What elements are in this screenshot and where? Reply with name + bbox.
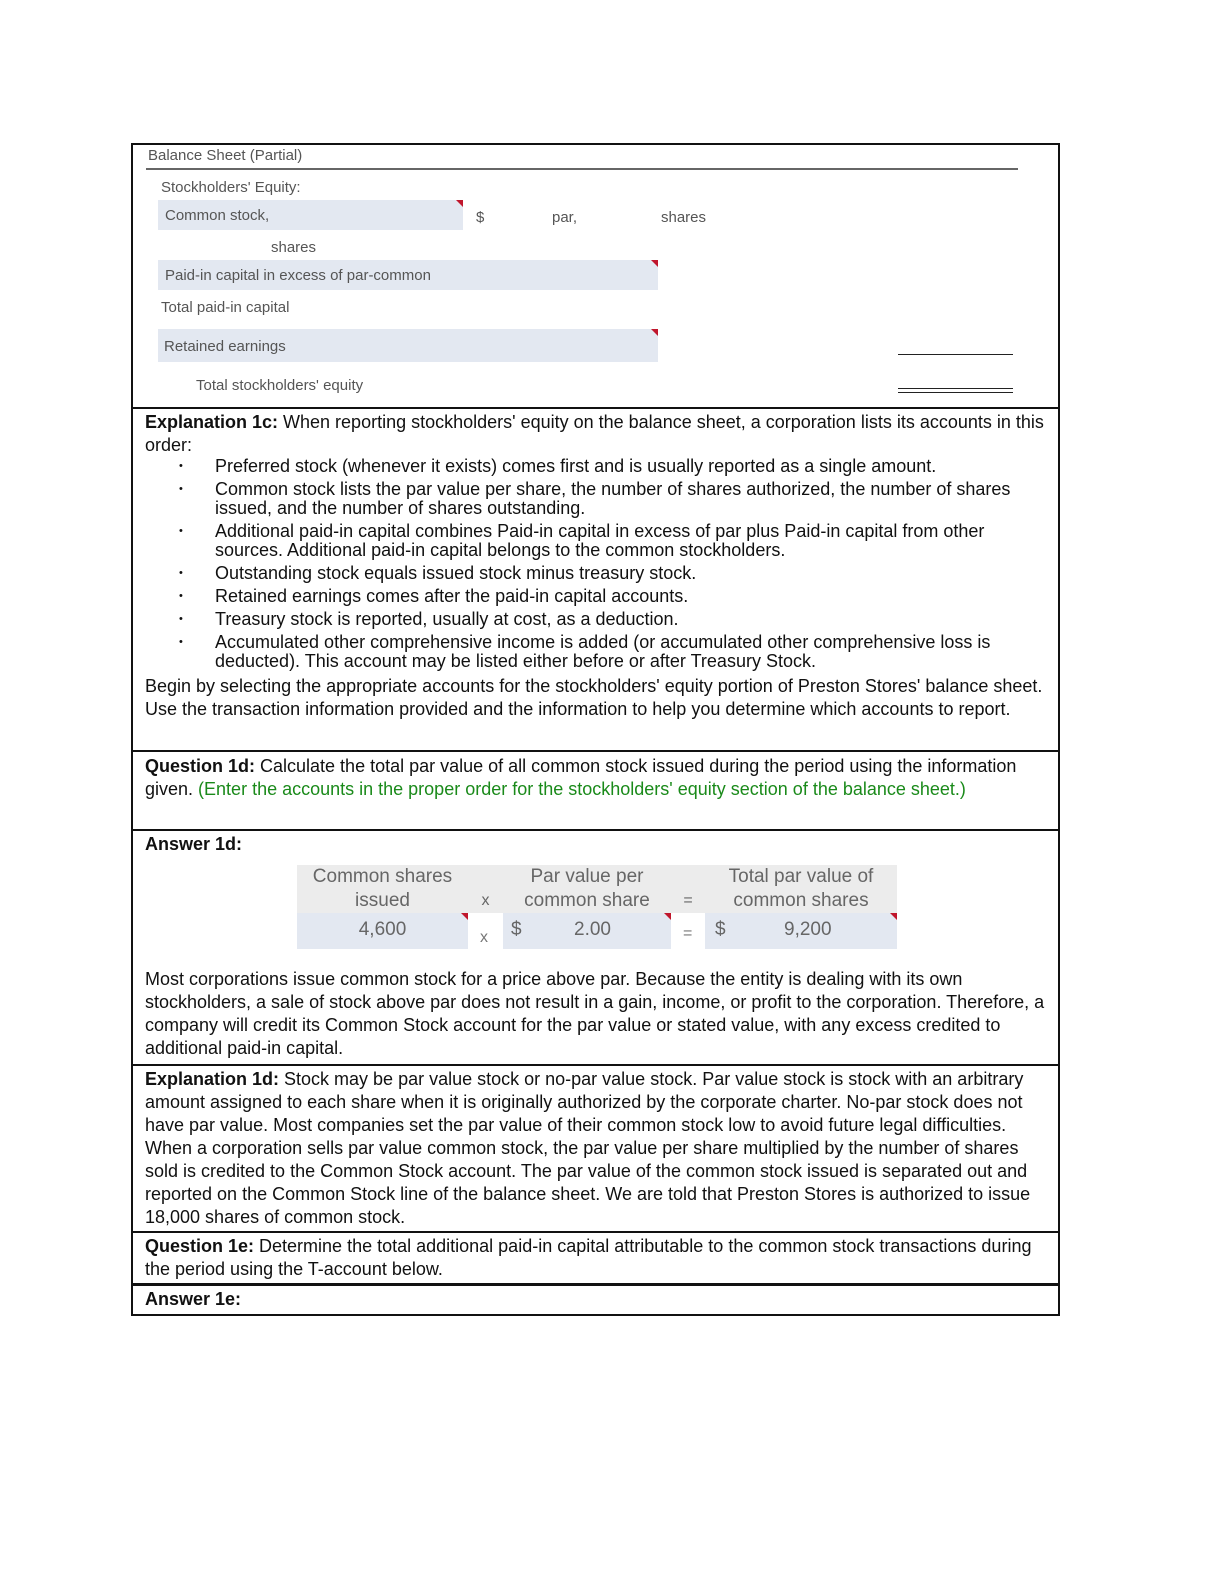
list-item: • Preferred stock (whenever it exists) comes first and is usually reported as a single amount. xyxy=(215,457,1046,476)
shares-label-2: shares xyxy=(271,239,317,256)
list-item: • Outstanding stock equals issued stock minus treasury stock. xyxy=(215,564,1046,583)
error-flag-icon xyxy=(890,913,897,920)
list-item: • Accumulated other comprehensive income is added (or accumulated other comprehensive loss is deducted). This account may be listed either before or after Treasury Stock. xyxy=(215,633,1046,671)
bullet-list xyxy=(145,457,1046,671)
error-flag-icon xyxy=(461,913,468,920)
explanation-1d xyxy=(133,1064,1058,1231)
total-par-value: 9,200 xyxy=(784,919,832,940)
balance-sheet-title: Balance Sheet (Partial) xyxy=(148,147,303,164)
question-1d xyxy=(133,750,1058,829)
total-se-label: Total stockholders' equity xyxy=(196,377,364,394)
dollar-sign: $ xyxy=(715,919,726,940)
explanation-text: Stock may be par value stock or no-par value stock. Par value stock is stock with an arbitrary amount assigned to each share when it is originally authorized by the corporate charter. No-par stock does not have par value. Most companies set the par value of their common stock low to avoid future legal difficulties. When a corporation sells par value common stock, the par value per share multiplied by the number of shares sold is credited to the Common Stock account. The par value of the common stock issued is separated out and reported on the Common Stock line of the balance sheet. We are told that Preston Stores is authorized to issue 18,000 shares of common stock. xyxy=(145,1069,1031,1227)
label: Question 1e: xyxy=(145,1236,255,1256)
header-equals: = xyxy=(671,865,705,913)
apic-select[interactable] xyxy=(158,260,658,290)
error-flag-icon xyxy=(651,260,658,267)
header-shares-issued: Common shares issued xyxy=(297,865,468,913)
note-text: Most corporations issue common stock for a price above par. Because the entity is dealing with its own stockholders, a sale of stock above par does not result in a gain, income, or profit to the corporation. Therefore, a company will credit its Common Stock account for the par value or stated value, with any excess credited to additional paid-in capital. xyxy=(145,969,1045,1058)
total-paid-in-label: Total paid-in capital xyxy=(161,299,290,316)
error-flag-icon xyxy=(651,329,658,336)
shares-issued-input[interactable] xyxy=(297,913,468,949)
par-label: par, xyxy=(552,209,578,226)
explanation-1c xyxy=(133,407,1058,750)
total-par-input[interactable] xyxy=(705,913,897,949)
section-label: Stockholders' Equity: xyxy=(161,179,301,196)
hint-text: (Enter the accounts in the proper order for the stockholders' equity section of the balance sheet.) xyxy=(198,779,966,799)
answer-1d xyxy=(133,829,1058,1064)
apic-label: Paid-in capital in excess of par-common xyxy=(165,267,431,284)
shares-value: 4,600 xyxy=(358,919,407,940)
header-total-par: Total par value of common shares xyxy=(705,865,897,913)
label: Answer 1e: xyxy=(145,1289,242,1309)
outro: Begin by selecting the appropriate accounts for the stockholders' equity portion of Preston Stores' balance sheet. Use the transaction information provided and the information to help you determine which accounts to report. xyxy=(145,676,1043,719)
dollar-sign: $ xyxy=(476,209,485,226)
total-double-line xyxy=(898,388,1013,393)
label: Explanation 1d: xyxy=(145,1069,280,1089)
list-item: • Additional paid-in capital combines Paid-in capital in excess of par plus Paid-in capital from other sources. Additional paid-in capital belongs to the common stockholders. xyxy=(215,522,1046,560)
retained-earnings-label: Retained earnings xyxy=(164,338,286,355)
retained-earnings-select[interactable] xyxy=(158,329,658,362)
dollar-sign: $ xyxy=(511,919,522,940)
subtotal-line xyxy=(898,354,1013,355)
error-flag-icon xyxy=(664,913,671,920)
par-value-input[interactable] xyxy=(503,913,671,949)
common-stock-label: Common stock, xyxy=(165,207,270,224)
error-flag-icon xyxy=(456,200,463,207)
label: Question 1d: xyxy=(145,756,256,776)
label: Answer 1d: xyxy=(145,834,243,854)
shares-label: shares xyxy=(661,209,707,226)
equals-sign: = xyxy=(683,925,693,942)
worksheet xyxy=(131,143,1060,1316)
question-text: Determine the total additional paid-in capital attributable to the common stock transactions during the period using the T-account below. xyxy=(145,1236,1032,1279)
header-times: x xyxy=(468,865,503,913)
list-item: • Retained earnings comes after the paid-in capital accounts. xyxy=(215,587,1046,606)
list-item: • Common stock lists the par value per share, the number of shares authorized, the number of shares issued, and the number of shares outstanding. xyxy=(215,480,1046,518)
par-value: 2.00 xyxy=(574,919,611,940)
intro: When reporting stockholders' equity on the balance sheet, a corporation lists its accounts in this order: xyxy=(145,412,1044,455)
divider xyxy=(146,168,1018,170)
common-stock-select[interactable] xyxy=(158,200,463,230)
par-value-calculation xyxy=(145,856,1046,968)
question-text: Calculate the total par value of all common stock issued during the period using the information given. xyxy=(145,756,1017,799)
balance-sheet-partial xyxy=(133,145,1058,407)
answer-1e xyxy=(133,1283,1058,1314)
question-1e xyxy=(133,1231,1058,1283)
label: Explanation 1c: xyxy=(145,412,279,432)
list-item: • Treasury stock is reported, usually at cost, as a deduction. xyxy=(215,610,1046,629)
times-sign: x xyxy=(480,929,488,946)
header-par-value: Par value per common share xyxy=(503,865,671,913)
